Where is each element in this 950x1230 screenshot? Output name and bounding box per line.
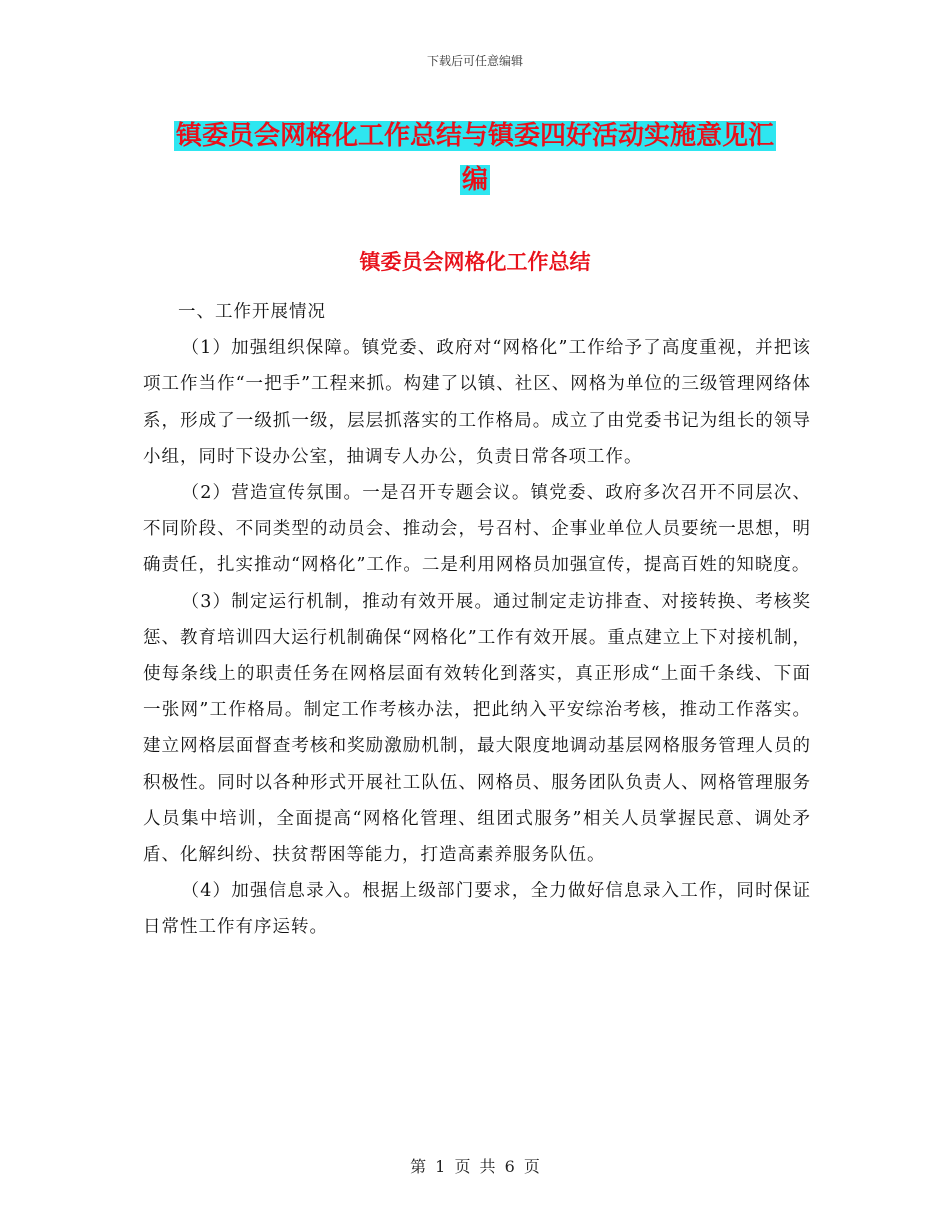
- section-title: 镇委员会网格化工作总结: [359, 250, 591, 274]
- document-title: [140, 114, 810, 202]
- document-title-line1: 镇委员会网格化工作总结与镇委四好活动实施意见汇: [175, 121, 774, 151]
- document-body: [143, 294, 811, 946]
- page-header-note: 下载后可任意编辑: [426, 54, 523, 68]
- body-paragraph-4: （4）加强信息录入。根据上级部门要求，全力做好信息录入工作，同时保证日常性工作有序运转。: [143, 881, 811, 938]
- body-paragraph-3: （3）制定运行机制，推动有效开展。通过制定走访排查、对接转换、考核奖惩、教育培训四大运行机制确保“网格化”工作有效开展。重点建立上下对接机制，使每条线上的职责任务在网格层面有效转化到落实，真正形成“上面千条线、下面一张网”工作格局。制定工作考核办法，把此纳入平安综治考核，推动工作落实。建立网格层面督查考核和奖励激励机制，最大限度地调动基层网格服务管理人员的积极性。同时以各种形式开展社工队伍、网格员、服务团队负责人、网格管理服务人员集中培训，全面提高“网格化管理、组团式服务”相关人员掌握民意、调处矛盾、化解纠纷、扶贫帮困等能力，打造高素养服务队伍。: [143, 591, 811, 866]
- page-number: 第 1 页 共 6 页: [410, 1157, 540, 1176]
- body-heading: 一、工作开展情况: [178, 302, 326, 322]
- body-paragraph-2: （2）营造宣传氛围。一是召开专题会议。镇党委、政府多次召开不同层次、不同阶段、不同类型的动员会、推动会，号召村、企事业单位人员要统一思想，明确责任，扎实推动“网格化”工作。二是利用网格员加强宣传，提高百姓的知晓度。: [143, 483, 811, 576]
- document-title-line2: 编: [461, 165, 488, 195]
- body-paragraph-1: （1）加强组织保障。镇党委、政府对“网格化”工作给予了高度重视，并把该项工作当作“一把手”工程来抓。构建了以镇、社区、网格为单位的三级管理网络体系，形成了一级抓一级，层层抓落实的工作格局。成立了由党委书记为组长的领导小组，同时下设办公室，抽调专人办公，负责日常各项工作。: [143, 338, 811, 467]
